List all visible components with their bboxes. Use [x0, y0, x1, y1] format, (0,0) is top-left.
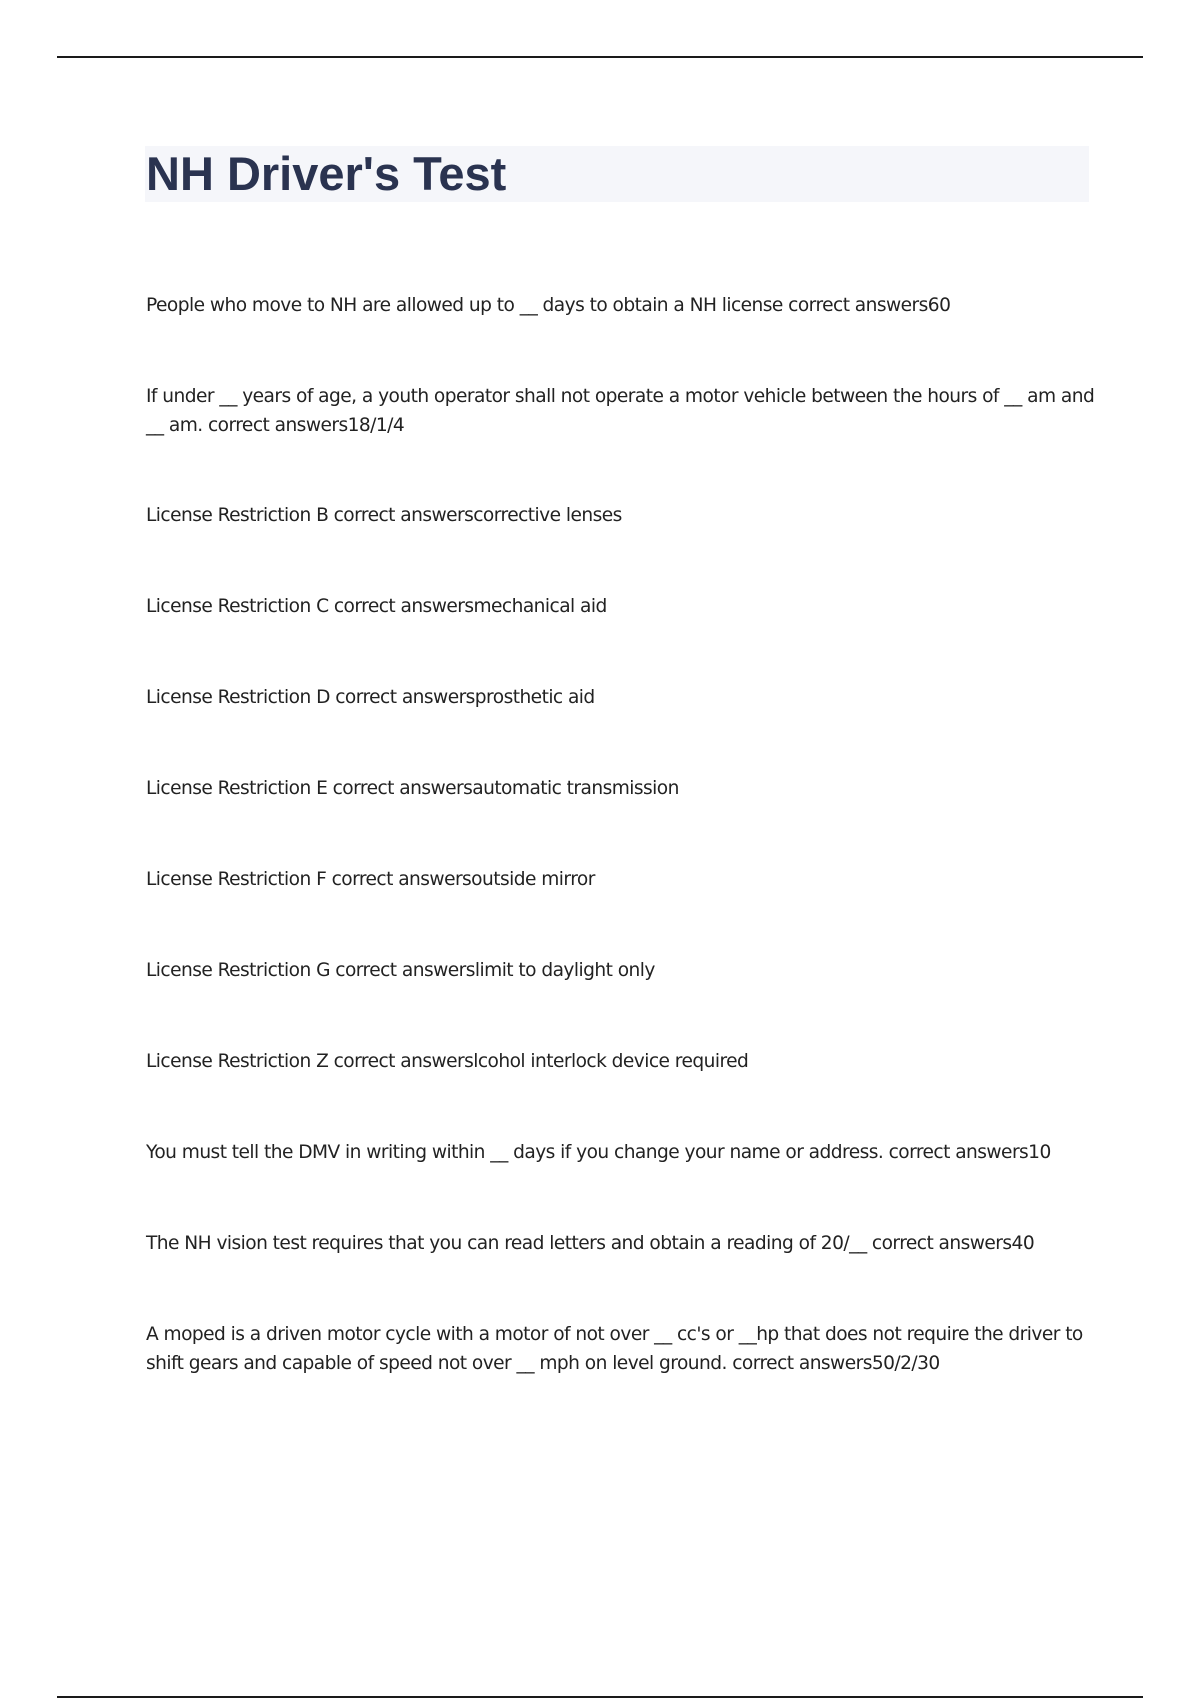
qa-item: You must tell the DMV in writing within __ days if you change your name or address. correct answers10	[146, 1142, 1051, 1163]
bottom-rule	[57, 1696, 1143, 1698]
qa-item: A moped is a driven motor cycle with a motor of not over __ cc's or __hp that does not require the driver to shift gears and capable of speed not over __ mph on level ground. correct answers50/2/30	[146, 1324, 1083, 1374]
qa-item: License Restriction Z correct answerslcohol interlock device required	[146, 1051, 749, 1072]
qa-item: License Restriction F correct answersoutside mirror	[146, 869, 595, 890]
qa-item: License Restriction G correct answerslimit to daylight only	[146, 960, 655, 981]
qa-item: License Restriction E correct answersautomatic transmission	[146, 778, 679, 799]
top-rule	[57, 56, 1143, 58]
qa-item: The NH vision test requires that you can read letters and obtain a reading of 20/__ correct answers40	[146, 1233, 1035, 1254]
qa-item: If under __ years of age, a youth operator shall not operate a motor vehicle between the hours of __ am and __ am. correct answers18/1/4	[146, 386, 1095, 436]
qa-item: People who move to NH are allowed up to __ days to obtain a NH license correct answers60	[146, 295, 951, 316]
page-title: NH Driver's Test	[146, 147, 507, 200]
qa-item: License Restriction C correct answersmechanical aid	[146, 596, 607, 617]
qa-item: License Restriction B correct answerscorrective lenses	[146, 505, 622, 526]
qa-item: License Restriction D correct answersprosthetic aid	[146, 687, 595, 708]
